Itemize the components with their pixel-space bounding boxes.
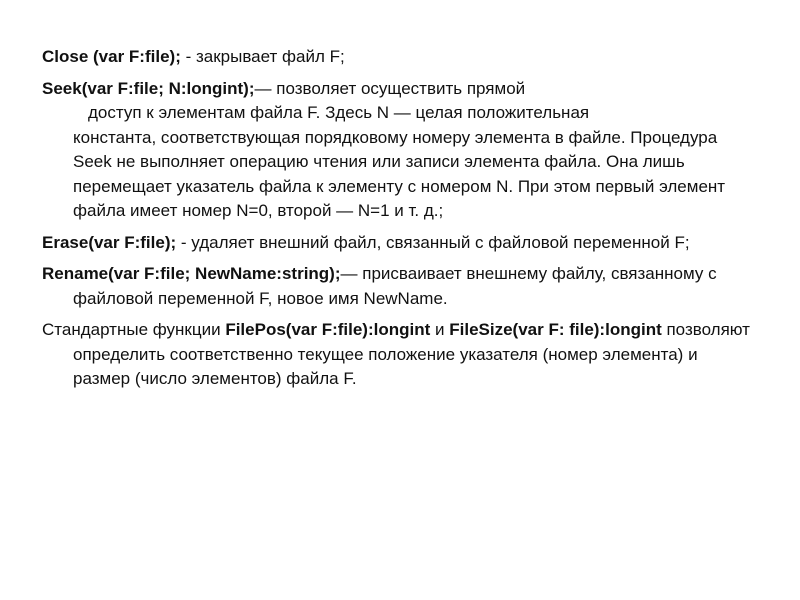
filesize-signature: FileSize(var F: file):longint <box>449 320 662 339</box>
close-signature: Close (var F:file); <box>42 47 181 66</box>
paragraph-close <box>42 45 757 70</box>
seek-description-rest: константа, соответствующая порядковому номеру элемента в файле. Процедура Seek не выполняет операцию чтения или записи элемента файла. Она лишь перемещает указатель файла к элементу с номером N. При этом первый элемент файла имеет номер N=0, второй — N=1 и т. д.; <box>73 127 726 220</box>
standard-description: позволяют определить соответственно текущее положение указателя (номер элемента) и размер (число элементов) файла F. <box>73 320 750 388</box>
rename-signature: Rename(var F:file; NewName:string); <box>42 264 341 283</box>
erase-signature: Erase(var F:file); <box>42 232 177 252</box>
rename-description: — присваивает внешнему файлу, связанному с файловой переменной F, новое имя NewName. <box>73 264 717 308</box>
seek-description-second: доступ к элементам файла F. Здесь N — целая положительная <box>88 103 590 122</box>
filepos-signature: FilePos(var F:file):longint <box>225 320 431 339</box>
paragraph-erase <box>42 231 757 256</box>
paragraph-rename <box>42 262 757 311</box>
seek-first-line <box>42 77 757 102</box>
seek-signature: Seek(var F:file; N:longint); <box>42 78 255 98</box>
paragraph-seek <box>42 77 757 224</box>
standard-conjunction: и <box>430 320 450 339</box>
paragraph-standard-functions <box>42 318 757 392</box>
slide-content <box>42 45 757 399</box>
seek-description-first: — позволяет осуществить прямой <box>254 78 526 98</box>
close-description: - закрывает файл F; <box>180 47 345 66</box>
erase-description: - удаляет внешний файл, связанный с файловой переменной F; <box>176 232 690 252</box>
standard-intro: Стандартные функции <box>42 320 226 339</box>
